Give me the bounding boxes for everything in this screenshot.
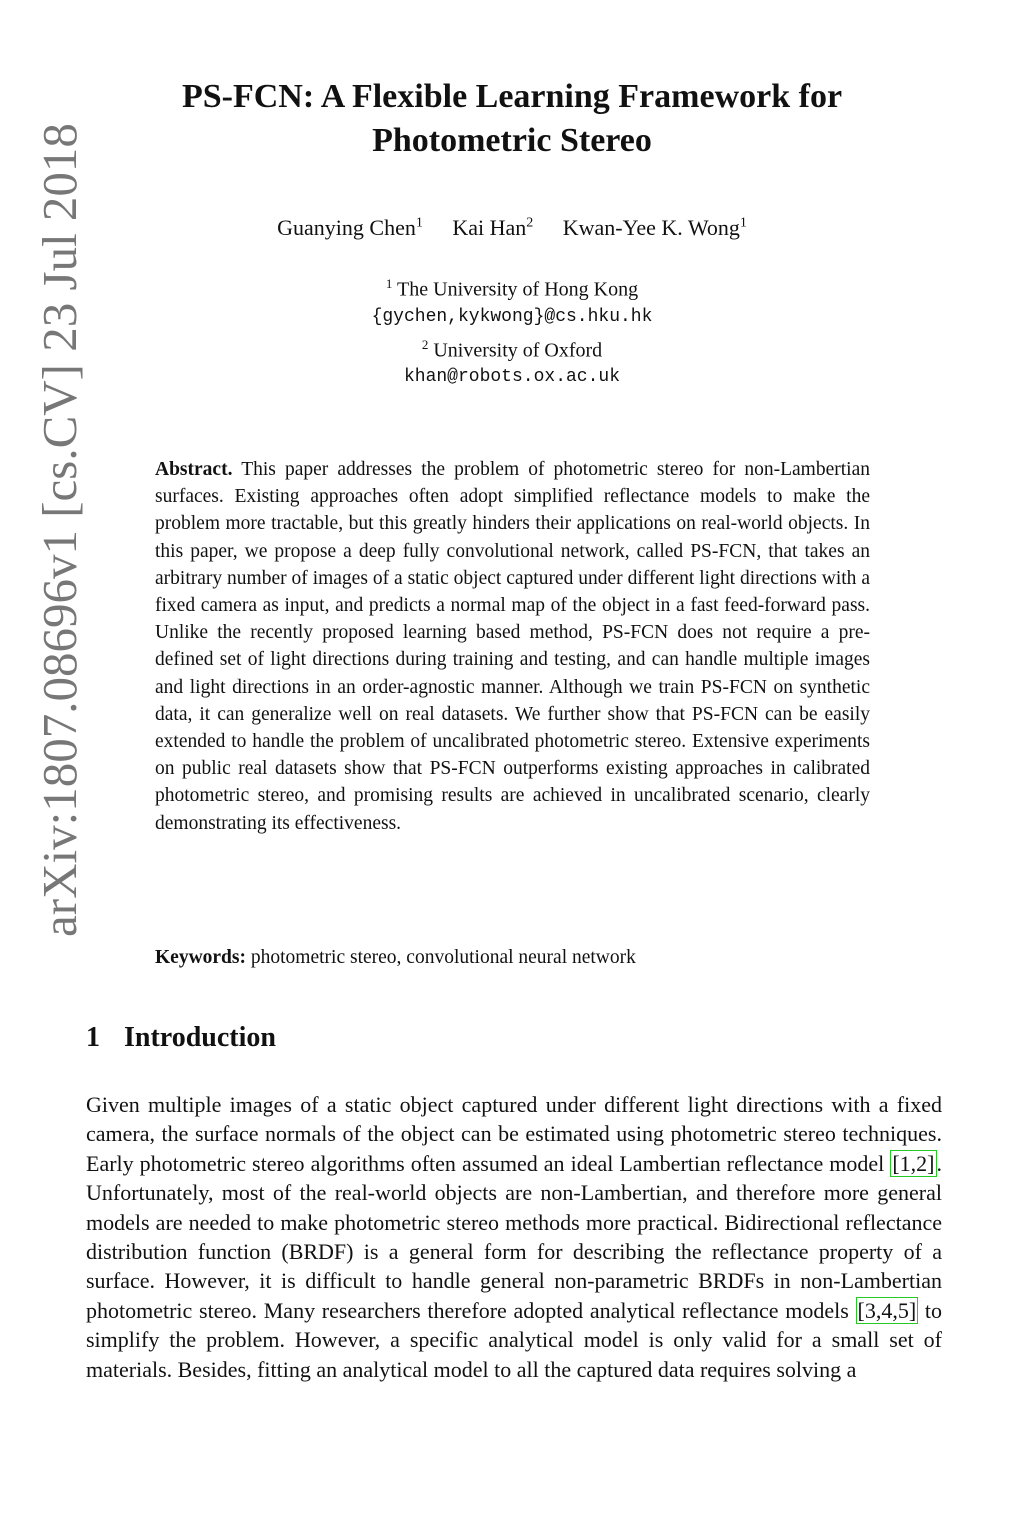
section-number: 1 [86, 1022, 100, 1053]
section-title: Introduction [124, 1022, 276, 1053]
keywords-label: Keywords: [155, 947, 246, 968]
keywords [155, 944, 870, 971]
affiliation: $^2$ University of Oxford [421, 336, 603, 362]
keywords-text: photometric stereo, convolutional neural network [250, 947, 636, 968]
author-list [100, 215, 924, 241]
abstract-text: This paper addresses the problem of photometric stereo for non-Lambertian surfaces. Existing approaches often adopt simplified reflectance models to make the problem more tractable, but this greatly hinders their applications on real-world objects. In this paper, we propose a deep fully convolutional network, called PS-FCN, that takes an arbitrary number of images of a static object captured under different light directions with a fixed camera as input, and predicts a normal map of the object in a fast feed-forward pass. Unlike the recently proposed learning based method, PS-FCN does not require a pre-defined set of light directions during training and testing, and can handle multiple images and light directions in an order-agnostic manner. Although we train PS-FCN on synthetic data, it can generalize well on real datasets. We further show that PS-FCN can be easily extended to handle the problem of uncalibrated photometric stereo. Extensive experiments on public real datasets show that PS-FCN outperforms existing approaches in calibrated photometric stereo, and promising results are achieved in uncalibrated scenario, clearly demonstrating its effectiveness. [155, 459, 870, 834]
author: Kwan-Yee K. Wong$^1$ [562, 215, 747, 240]
affiliation-email: khan@robots.ox.ac.uk [403, 367, 621, 388]
author: Guanying Chen$^1$ [277, 215, 423, 240]
abstract-label: Abstract. [155, 459, 233, 480]
section-heading [86, 1022, 276, 1054]
affiliation: $^1$ The University of Hong Kong [385, 276, 639, 301]
citation-link[interactable]: [1,2] [892, 1150, 935, 1176]
abstract [155, 456, 870, 837]
affiliations [100, 270, 924, 391]
arxiv-identifier: arXiv:1807.08696v1 [cs.CV] 23 Jul 2018 [32, 123, 87, 937]
paper-title: PS-FCN: A Flexible Learning Framework for Photometric Stereo [181, 78, 843, 159]
author: Kai Han$^2$ [452, 215, 534, 240]
affiliation-email: {gychen,kykwong}@cs.hku.hk [371, 306, 653, 327]
citation-link[interactable]: [3,4,5] [857, 1297, 917, 1323]
intro-paragraph: Given multiple images of a static object captured under different light directions with a fixed camera, the surface normals of the object can be estimated using photometric stereo techniques. Early photometric stereo algorithms often assumed an ideal Lambertian reflectance model [1,2]. Unfortunately, most of the real-world objects are non-Lambertian, and therefore more general models are needed to make photometric stereo methods more practical. Bidirectional reflectance distribution function (BRDF) is a general form for describing the reflectance property of a surface. However, it is difficult to handle general non-parametric BRDFs in non-Lambertian photometric stereo. Many researchers therefore adopted analytical reflectance models [3,4,5] to simplify the problem. However, a specific analytical model is only valid for a small set of materials. Besides, fitting an analytical model to all the captured data requires solving a [86, 1092, 942, 1382]
